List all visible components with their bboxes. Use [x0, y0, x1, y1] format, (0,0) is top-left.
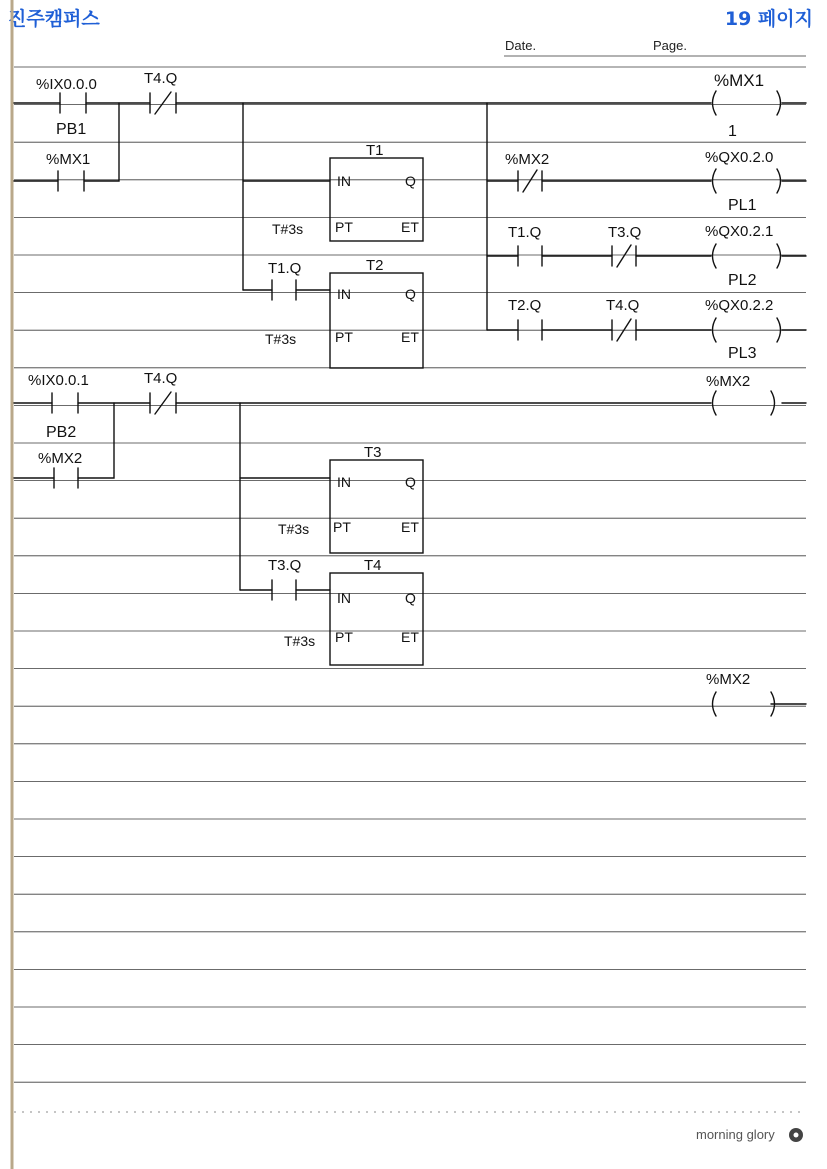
- t2-preset: T#3s: [265, 331, 297, 347]
- t1-in: IN: [337, 173, 351, 189]
- t4-q: Q: [405, 590, 416, 606]
- label-pl1: PL1: [728, 197, 757, 214]
- contact-t4q-nc-1: [150, 92, 176, 114]
- t4-name: T4: [364, 557, 382, 574]
- date-label: Date.: [505, 38, 537, 53]
- t3-q: Q: [405, 474, 416, 490]
- contact-t1q: [518, 246, 542, 266]
- contact-t3q-t4: [272, 580, 296, 600]
- label-qx021: %QX0.2.1: [705, 223, 774, 240]
- t3-preset: T#3s: [278, 521, 310, 537]
- label-mx1-contact: %MX1: [46, 151, 91, 168]
- label-t1q: T1.Q: [508, 224, 542, 241]
- contact-t4q-nc-3: [150, 392, 176, 414]
- t2-pt: PT: [335, 329, 353, 345]
- contact-ix001: [52, 393, 78, 413]
- page-number-title: 19 페이지: [724, 8, 813, 30]
- t3-et: ET: [401, 519, 419, 535]
- campus-title: 진주캠퍼스: [8, 8, 100, 30]
- label-t4q-2: T4.Q: [606, 297, 640, 314]
- t1-pt: PT: [335, 219, 353, 235]
- coil-qx020: [713, 169, 781, 193]
- label-pl3: PL3: [728, 345, 757, 362]
- contact-t1q-t2: [272, 280, 296, 300]
- t2-et: ET: [401, 329, 419, 345]
- t4-in: IN: [337, 590, 351, 606]
- t4-preset: T#3s: [284, 633, 316, 649]
- label-mx2-coil: %MX2: [706, 373, 751, 390]
- label-t1q-enable: T1.Q: [268, 260, 302, 277]
- label-qx020: %QX0.2.0: [705, 149, 774, 166]
- t1-name: T1: [366, 142, 384, 159]
- coil-mx2-stray: [713, 692, 807, 716]
- t4-et: ET: [401, 629, 419, 645]
- label-t3q-enable: T3.Q: [268, 557, 302, 574]
- label-coil-mark: 1: [728, 123, 737, 140]
- flower-icon: [789, 1128, 803, 1142]
- coil-mx2: [713, 391, 775, 415]
- t2-q: Q: [405, 286, 416, 302]
- label-qx022: %QX0.2.2: [705, 297, 774, 314]
- t2-in: IN: [337, 286, 351, 302]
- label-pb1: PB1: [56, 121, 87, 138]
- label-ix001: %IX0.0.1: [28, 372, 89, 389]
- t2-name: T2: [366, 257, 384, 274]
- t3-pt: PT: [333, 519, 351, 535]
- label-mx2-contact-1: %MX2: [505, 151, 550, 168]
- t3-in: IN: [337, 474, 351, 490]
- contact-t3q-nc: [612, 245, 636, 267]
- contact-mx2: [54, 468, 78, 488]
- t3-name: T3: [364, 444, 382, 461]
- label-mx2-latch: %MX2: [38, 450, 83, 467]
- brand-label: morning glory: [696, 1127, 775, 1142]
- label-t2q: T2.Q: [508, 297, 542, 314]
- t1-preset: T#3s: [272, 221, 304, 237]
- label-t4q-3: T4.Q: [144, 370, 178, 387]
- t4-pt: PT: [335, 629, 353, 645]
- label-pl2: PL2: [728, 272, 757, 289]
- label-mx2-stray: %MX2: [706, 671, 751, 688]
- page-label: Page.: [653, 38, 687, 53]
- label-ix000: %IX0.0.0: [36, 76, 97, 93]
- coil-mx1: [713, 91, 781, 115]
- label-t4q-1: T4.Q: [144, 70, 178, 87]
- contact-mx1: [58, 171, 84, 191]
- contact-ix000: [60, 93, 86, 113]
- label-mx1-coil: %MX1: [714, 71, 765, 90]
- coil-qx021: [713, 244, 781, 268]
- t1-q: Q: [405, 173, 416, 189]
- label-t3q: T3.Q: [608, 224, 642, 241]
- label-pb2: PB2: [46, 424, 77, 441]
- timer-t4-box: [330, 573, 423, 665]
- t1-et: ET: [401, 219, 419, 235]
- contact-mx2-nc: [518, 170, 542, 192]
